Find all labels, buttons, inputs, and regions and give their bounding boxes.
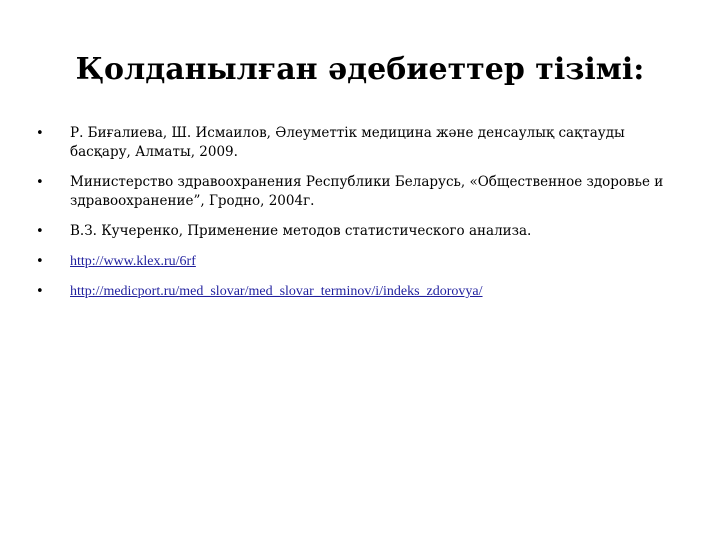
reference-link[interactable]: http://medicport.ru/med_slovar/med_slovar_terminov/i/indeks_zdorovya/ [70, 284, 483, 299]
reference-item [36, 222, 676, 241]
reference-item [36, 173, 676, 211]
reference-text: В.З. Кучеренко, Применение методов статистического анализа. [70, 223, 532, 239]
reference-link-item [36, 282, 676, 301]
reference-text: Министерство здравоохранения Республики Беларусь, «Общественное здоровье и здравоохранение”, Гродно, 2004г. [70, 174, 664, 209]
reference-link-item [36, 252, 676, 271]
bullet-icon: • [36, 126, 44, 141]
bullet-icon: • [36, 175, 44, 190]
reference-text: Р. Биғалиева, Ш. Исмаилов, Әлеуметтік медицина және денсаулық сақтауды басқару, Алматы, 2009. [70, 125, 625, 160]
reference-list [36, 124, 676, 312]
reference-item [36, 124, 676, 162]
slide-title: Қолданылған әдебиеттер тізімі: [75, 52, 645, 87]
bullet-icon: • [36, 254, 44, 269]
bullet-icon: • [36, 284, 44, 299]
bullet-icon: • [36, 224, 44, 239]
reference-link[interactable]: http://www.klex.ru/6rf [70, 254, 196, 269]
